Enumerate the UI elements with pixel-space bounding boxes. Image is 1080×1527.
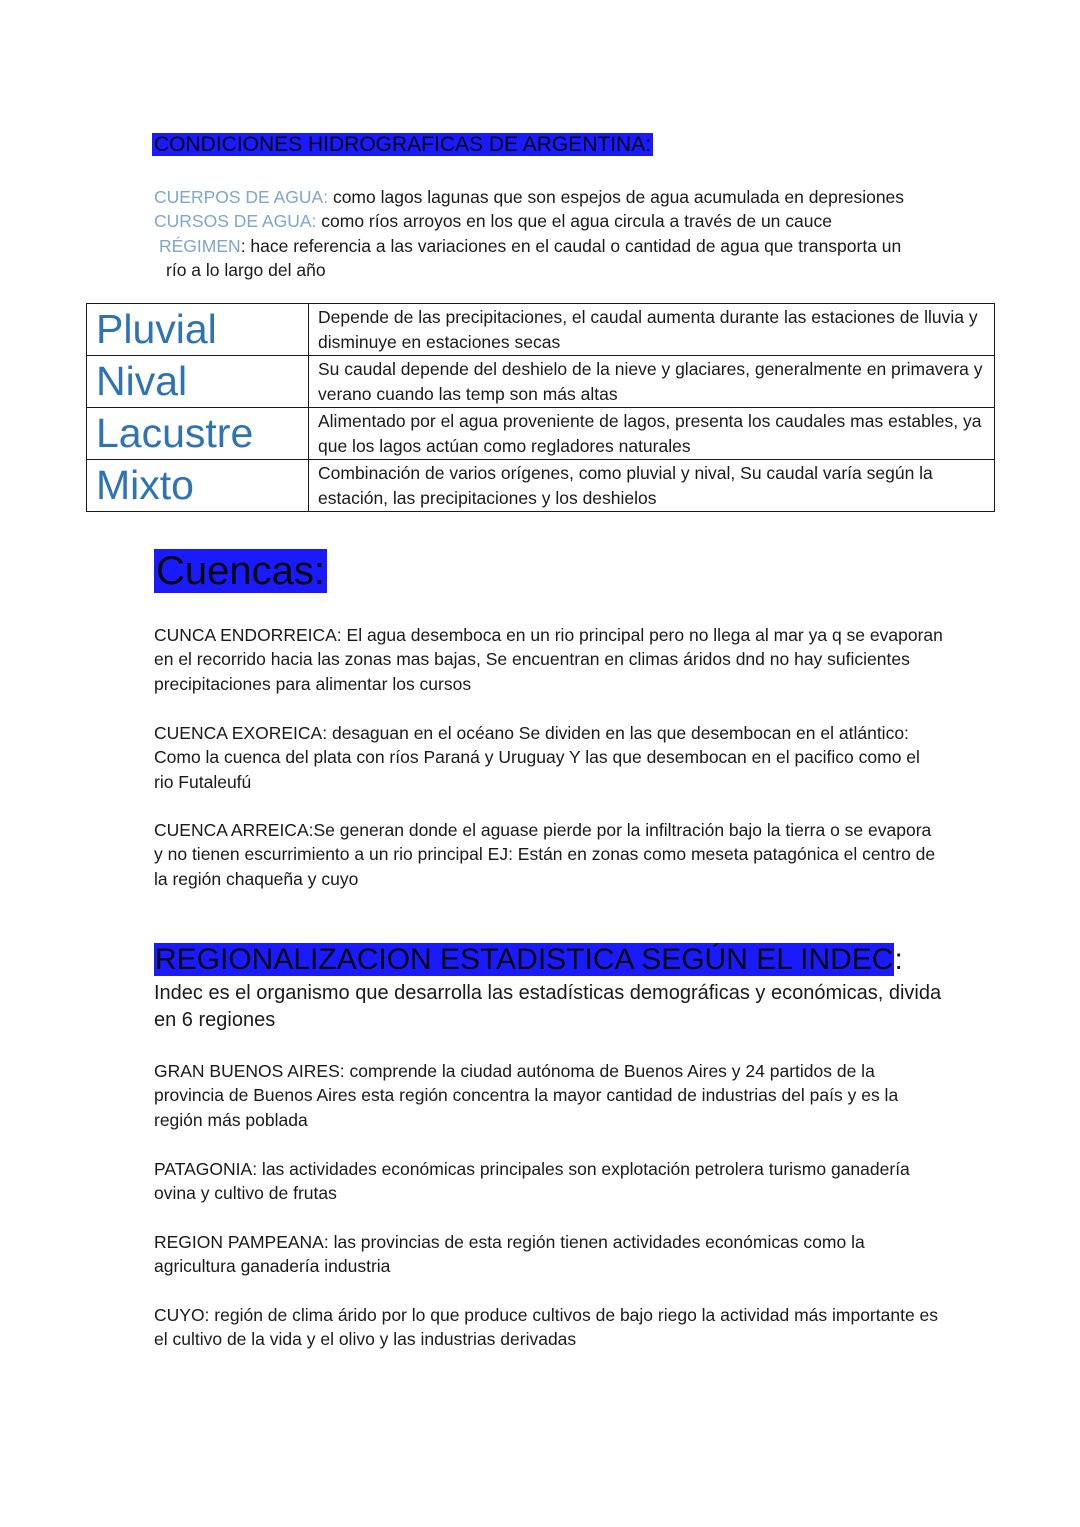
- region-cuyo: CUYO: región de clima árido por lo que produce cultivos de bajo riego la actividad más importante es el cultivo de la vida y el olivo y las industrias derivadas: [154, 1305, 939, 1350]
- def-cuerpos-text: como lagos lagunas que son espejos de agua acumulada en depresiones: [328, 187, 905, 207]
- def-regimen-label: RÉGIMEN: [159, 236, 241, 256]
- section-indec-heading: [154, 941, 903, 979]
- regimen-table: [86, 303, 995, 512]
- regimen-desc: Combinación de varios orígenes, como pluvial y nival, Su caudal varía según la estación, las precipitaciones y los deshielos: [309, 460, 995, 512]
- section-hidrografia-title: CONDICIONES HIDROGRAFICAS DE ARGENTINA:: [154, 133, 652, 156]
- def-cuerpos-label: CUERPOS DE AGUA:: [154, 187, 329, 207]
- region-pampeana: REGION PAMPEANA: las provincias de esta región tienen actividades económicas como la agricultura ganadería industria: [154, 1232, 865, 1277]
- regimen-desc: Su caudal depende del deshielo de la nieve y glaciares, generalmente en primavera y verano cuando las temp son más altas: [309, 356, 995, 408]
- cuenca-endorreica-paragraph: CUNCA ENDORREICA: El agua desemboca en un rio principal pero no llega al mar ya q se evaporan en el recorrido hacia las zonas mas bajas, Se encuentran en climas áridos dnd no hay suficientes precipitaciones para alimentar los cursos: [154, 625, 943, 694]
- def-cursos-text: como ríos arroyos en los que el agua circula a través de un cauce: [316, 211, 832, 231]
- region-gran-buenos-aires: GRAN BUENOS AIRES: comprende la ciudad autónoma de Buenos Aires y 24 partidos de la provincia de Buenos Aires esta región concentra la mayor cantidad de industrias del país y es la región más poblada: [154, 1061, 899, 1130]
- section-cuencas-title: Cuencas:: [156, 549, 325, 593]
- def-cursos-de-agua: [154, 209, 832, 233]
- section-indec-title: REGIONALIZACION ESTADISTICA SEGÚN EL INDEC: [155, 943, 894, 976]
- section-hidrografia-heading: [152, 131, 653, 159]
- cuenca-exoreica-paragraph: CUENCA EXOREICA: desaguan en el océano Se dividen en las que desembocan en el atlántico: Como la cuenca del plata con ríos Paraná y Uruguay Y las que desembocan en el pacifico como el rio Futaleufú: [154, 723, 920, 792]
- section-indec-colon: :: [894, 943, 903, 976]
- table-row: [87, 304, 995, 356]
- regimen-name: Lacustre: [87, 408, 309, 460]
- def-regimen: [159, 234, 901, 258]
- table-row: [87, 356, 995, 408]
- regimen-name: Mixto: [87, 460, 309, 512]
- def-cursos-label: CURSOS DE AGUA:: [154, 211, 317, 231]
- regimen-desc: Depende de las precipitaciones, el caudal aumenta durante las estaciones de lluvia y disminuye en estaciones secas: [309, 304, 995, 356]
- cuenca-arreica-paragraph: CUENCA ARREICA:Se generan donde el aguase pierde por la infiltración bajo la tierra o se evapora y no tienen escurrimiento a un rio principal EJ: Están en zonas como meseta patagónica el centro de la región chaqueña y cuyo: [154, 820, 936, 889]
- table-row: [87, 408, 995, 460]
- regimen-name: Pluvial: [87, 304, 309, 356]
- regimen-name: Nival: [87, 356, 309, 408]
- table-row: [87, 460, 995, 512]
- regimen-desc: Alimentado por el agua proveniente de lagos, presenta los caudales mas estables, ya que los lagos actúan como regladores naturales: [309, 408, 995, 460]
- def-regimen-continuation: río a lo largo del año: [166, 260, 326, 280]
- section-cuencas-heading: [154, 545, 327, 598]
- def-regimen-text: : hace referencia a las variaciones en el caudal o cantidad de agua que transporta un: [240, 236, 902, 256]
- indec-intro: Indec es el organismo que desarrolla las estadísticas demográficas y económicas, divida en 6 regiones: [154, 982, 942, 1031]
- def-cuerpos-de-agua: [154, 185, 904, 209]
- region-patagonia: PATAGONIA: las actividades económicas principales son explotación petrolera turismo ganadería ovina y cultivo de frutas: [154, 1159, 910, 1204]
